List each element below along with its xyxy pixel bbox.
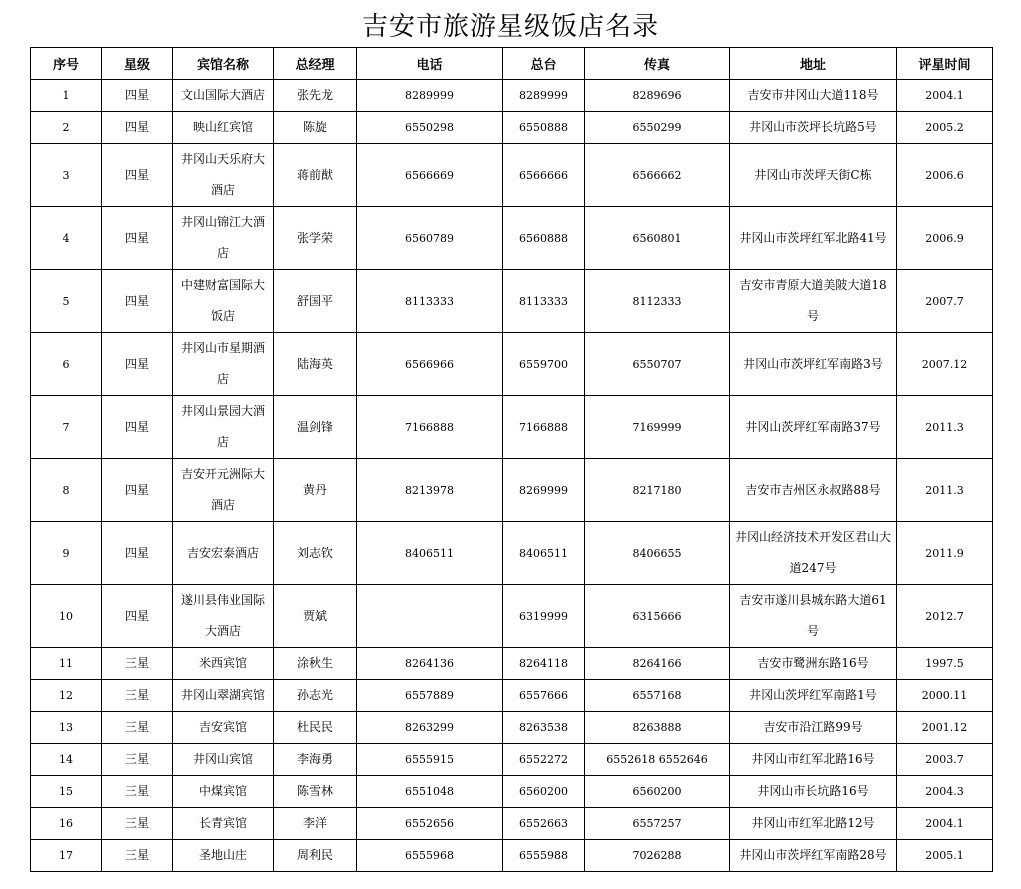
cell-rating-date: 2005.2 xyxy=(897,112,993,144)
cell-address: 井冈山市茨坪红军南路3号 xyxy=(730,333,897,396)
col-header-hotel-name: 宾馆名称 xyxy=(173,48,274,80)
cell-rating-date: 2003.7 xyxy=(897,744,993,776)
cell-front-desk: 6559700 xyxy=(503,333,585,396)
cell-index: 14 xyxy=(31,744,102,776)
cell-hotel-name: 井冈山锦江大酒店 xyxy=(173,207,274,270)
cell-hotel-name: 圣地山庄 xyxy=(173,840,274,872)
cell-front-desk: 8289999 xyxy=(503,80,585,112)
cell-phone: 6566669 xyxy=(357,144,503,207)
cell-manager: 李海勇 xyxy=(274,744,357,776)
table-row xyxy=(31,80,993,112)
cell-phone: 6555915 xyxy=(357,744,503,776)
col-header-phone: 电话 xyxy=(357,48,503,80)
cell-front-desk: 8264118 xyxy=(503,648,585,680)
cell-rating-date: 1997.5 xyxy=(897,648,993,680)
cell-rating-date: 2012.7 xyxy=(897,585,993,648)
table-row xyxy=(31,712,993,744)
cell-index: 8 xyxy=(31,459,102,522)
cell-front-desk: 6319999 xyxy=(503,585,585,648)
cell-hotel-name: 井冈山天乐府大酒店 xyxy=(173,144,274,207)
cell-address: 井冈山市红军北路16号 xyxy=(730,744,897,776)
cell-front-desk: 8113333 xyxy=(503,270,585,333)
cell-star: 三星 xyxy=(102,808,173,840)
cell-hotel-name: 中煤宾馆 xyxy=(173,776,274,808)
cell-index: 1 xyxy=(31,80,102,112)
cell-rating-date: 2000.11 xyxy=(897,680,993,712)
cell-star: 三星 xyxy=(102,680,173,712)
cell-index: 15 xyxy=(31,776,102,808)
cell-fax: 8112333 xyxy=(585,270,730,333)
col-header-front-desk: 总台 xyxy=(503,48,585,80)
cell-hotel-name: 吉安开元洲际大酒店 xyxy=(173,459,274,522)
cell-hotel-name: 井冈山景园大酒店 xyxy=(173,396,274,459)
cell-address: 井冈山市茨坪红军北路41号 xyxy=(730,207,897,270)
cell-front-desk: 6560888 xyxy=(503,207,585,270)
table-row xyxy=(31,522,993,585)
cell-fax: 7026288 xyxy=(585,840,730,872)
cell-star: 四星 xyxy=(102,522,173,585)
cell-address: 井冈山市茨坪长坑路5号 xyxy=(730,112,897,144)
table-row xyxy=(31,648,993,680)
cell-rating-date: 2011.3 xyxy=(897,459,993,522)
cell-phone: 6550298 xyxy=(357,112,503,144)
cell-fax: 7169999 xyxy=(585,396,730,459)
cell-star: 三星 xyxy=(102,744,173,776)
cell-phone: 6566966 xyxy=(357,333,503,396)
cell-fax: 6557168 xyxy=(585,680,730,712)
cell-front-desk: 7166888 xyxy=(503,396,585,459)
col-header-index: 序号 xyxy=(31,48,102,80)
cell-hotel-name: 井冈山宾馆 xyxy=(173,744,274,776)
cell-star: 三星 xyxy=(102,840,173,872)
cell-manager: 涂秋生 xyxy=(274,648,357,680)
cell-rating-date: 2005.1 xyxy=(897,840,993,872)
cell-index: 7 xyxy=(31,396,102,459)
cell-fax: 6557257 xyxy=(585,808,730,840)
cell-fax: 8406655 xyxy=(585,522,730,585)
table-row xyxy=(31,270,993,333)
cell-manager: 黄丹 xyxy=(274,459,357,522)
cell-phone: 6555968 xyxy=(357,840,503,872)
cell-front-desk: 6557666 xyxy=(503,680,585,712)
cell-hotel-name: 映山红宾馆 xyxy=(173,112,274,144)
cell-address: 井冈山茨坪红军南路37号 xyxy=(730,396,897,459)
cell-rating-date: 2004.3 xyxy=(897,776,993,808)
cell-address: 井冈山市茨坪天街C栋 xyxy=(730,144,897,207)
cell-phone: 6552656 xyxy=(357,808,503,840)
cell-manager: 贾斌 xyxy=(274,585,357,648)
cell-hotel-name: 长青宾馆 xyxy=(173,808,274,840)
col-header-rating-date: 评星时间 xyxy=(897,48,993,80)
cell-front-desk: 6566666 xyxy=(503,144,585,207)
cell-phone: 8113333 xyxy=(357,270,503,333)
cell-phone: 8289999 xyxy=(357,80,503,112)
cell-phone: 6560789 xyxy=(357,207,503,270)
table-row xyxy=(31,585,993,648)
cell-rating-date: 2011.9 xyxy=(897,522,993,585)
col-header-fax: 传真 xyxy=(585,48,730,80)
cell-front-desk: 6550888 xyxy=(503,112,585,144)
cell-manager: 周利民 xyxy=(274,840,357,872)
cell-front-desk: 8406511 xyxy=(503,522,585,585)
cell-manager: 陈雪林 xyxy=(274,776,357,808)
cell-index: 5 xyxy=(31,270,102,333)
cell-phone: 6557889 xyxy=(357,680,503,712)
cell-address: 井冈山市茨坪红军南路28号 xyxy=(730,840,897,872)
table-row xyxy=(31,680,993,712)
table-row xyxy=(31,144,993,207)
cell-rating-date: 2011.3 xyxy=(897,396,993,459)
cell-manager: 张学荣 xyxy=(274,207,357,270)
cell-rating-date: 2007.12 xyxy=(897,333,993,396)
cell-star: 四星 xyxy=(102,396,173,459)
cell-front-desk: 6552272 xyxy=(503,744,585,776)
cell-index: 16 xyxy=(31,808,102,840)
cell-phone: 8213978 xyxy=(357,459,503,522)
cell-hotel-name: 米西宾馆 xyxy=(173,648,274,680)
col-header-address: 地址 xyxy=(730,48,897,80)
table-row xyxy=(31,840,993,872)
cell-address: 井冈山市红军北路12号 xyxy=(730,808,897,840)
cell-address: 吉安市井冈山大道118号 xyxy=(730,80,897,112)
cell-front-desk: 8263538 xyxy=(503,712,585,744)
cell-hotel-name: 吉安宾馆 xyxy=(173,712,274,744)
cell-phone: 7166888 xyxy=(357,396,503,459)
cell-manager: 刘志钦 xyxy=(274,522,357,585)
cell-rating-date: 2006.6 xyxy=(897,144,993,207)
cell-star: 四星 xyxy=(102,144,173,207)
cell-hotel-name: 井冈山市星期酒店 xyxy=(173,333,274,396)
table-row xyxy=(31,744,993,776)
page-title: 吉安市旅游星级饭店名录 xyxy=(361,12,659,42)
cell-front-desk: 6560200 xyxy=(503,776,585,808)
table-row xyxy=(31,776,993,808)
cell-rating-date: 2001.12 xyxy=(897,712,993,744)
cell-fax: 6550707 xyxy=(585,333,730,396)
cell-address: 吉安市青原大道美陂大道18号 xyxy=(730,270,897,333)
cell-address: 井冈山经济技术开发区君山大道247号 xyxy=(730,522,897,585)
cell-address: 吉安市遂川县城东路大道61号 xyxy=(730,585,897,648)
cell-manager: 陈旋 xyxy=(274,112,357,144)
cell-star: 四星 xyxy=(102,270,173,333)
cell-front-desk: 6552663 xyxy=(503,808,585,840)
cell-fax: 8217180 xyxy=(585,459,730,522)
cell-phone: 8406511 xyxy=(357,522,503,585)
cell-star: 四星 xyxy=(102,585,173,648)
cell-fax: 6550299 xyxy=(585,112,730,144)
cell-fax: 8263888 xyxy=(585,712,730,744)
cell-address: 井冈山市长坑路16号 xyxy=(730,776,897,808)
cell-front-desk: 8269999 xyxy=(503,459,585,522)
cell-fax: 6566662 xyxy=(585,144,730,207)
cell-star: 四星 xyxy=(102,207,173,270)
cell-front-desk: 6555988 xyxy=(503,840,585,872)
cell-index: 6 xyxy=(31,333,102,396)
table-row xyxy=(31,459,993,522)
cell-manager: 张先龙 xyxy=(274,80,357,112)
cell-star: 三星 xyxy=(102,648,173,680)
cell-index: 17 xyxy=(31,840,102,872)
cell-index: 4 xyxy=(31,207,102,270)
cell-hotel-name: 文山国际大酒店 xyxy=(173,80,274,112)
cell-hotel-name: 吉安宏泰酒店 xyxy=(173,522,274,585)
cell-star: 四星 xyxy=(102,333,173,396)
cell-rating-date: 2006.9 xyxy=(897,207,993,270)
cell-index: 12 xyxy=(31,680,102,712)
cell-manager: 孙志光 xyxy=(274,680,357,712)
cell-fax: 6552618 6552646 xyxy=(585,744,730,776)
cell-rating-date: 2004.1 xyxy=(897,80,993,112)
cell-star: 四星 xyxy=(102,80,173,112)
cell-hotel-name: 井冈山翠湖宾馆 xyxy=(173,680,274,712)
cell-address: 吉安市沿江路99号 xyxy=(730,712,897,744)
cell-star: 三星 xyxy=(102,776,173,808)
cell-fax: 8264166 xyxy=(585,648,730,680)
cell-manager: 杜民民 xyxy=(274,712,357,744)
cell-rating-date: 2007.7 xyxy=(897,270,993,333)
cell-manager: 舒国平 xyxy=(274,270,357,333)
header-row xyxy=(31,48,993,80)
cell-index: 2 xyxy=(31,112,102,144)
cell-star: 三星 xyxy=(102,712,173,744)
cell-fax: 6315666 xyxy=(585,585,730,648)
cell-address: 吉安市鹭洲东路16号 xyxy=(730,648,897,680)
cell-index: 3 xyxy=(31,144,102,207)
cell-index: 11 xyxy=(31,648,102,680)
col-header-manager: 总经理 xyxy=(274,48,357,80)
table-row xyxy=(31,808,993,840)
cell-star: 四星 xyxy=(102,112,173,144)
cell-hotel-name: 遂川县伟业国际大酒店 xyxy=(173,585,274,648)
cell-fax: 8289696 xyxy=(585,80,730,112)
cell-hotel-name: 中建财富国际大饭店 xyxy=(173,270,274,333)
cell-phone: 6551048 xyxy=(357,776,503,808)
cell-phone: 8263299 xyxy=(357,712,503,744)
table-row xyxy=(31,396,993,459)
cell-manager: 陆海英 xyxy=(274,333,357,396)
cell-index: 10 xyxy=(31,585,102,648)
cell-fax: 6560801 xyxy=(585,207,730,270)
cell-address: 井冈山茨坪红军南路1号 xyxy=(730,680,897,712)
col-header-star: 星级 xyxy=(102,48,173,80)
cell-fax: 6560200 xyxy=(585,776,730,808)
cell-manager: 蒋前猷 xyxy=(274,144,357,207)
cell-rating-date: 2004.1 xyxy=(897,808,993,840)
cell-phone: 8264136 xyxy=(357,648,503,680)
cell-address: 吉安市吉州区永叔路88号 xyxy=(730,459,897,522)
cell-manager: 温剑锋 xyxy=(274,396,357,459)
cell-manager: 李洋 xyxy=(274,808,357,840)
table-row xyxy=(31,112,993,144)
table-row xyxy=(31,207,993,270)
table-row xyxy=(31,333,993,396)
hotel-table xyxy=(30,47,993,872)
cell-phone xyxy=(357,585,503,648)
cell-index: 9 xyxy=(31,522,102,585)
cell-star: 四星 xyxy=(102,459,173,522)
cell-index: 13 xyxy=(31,712,102,744)
